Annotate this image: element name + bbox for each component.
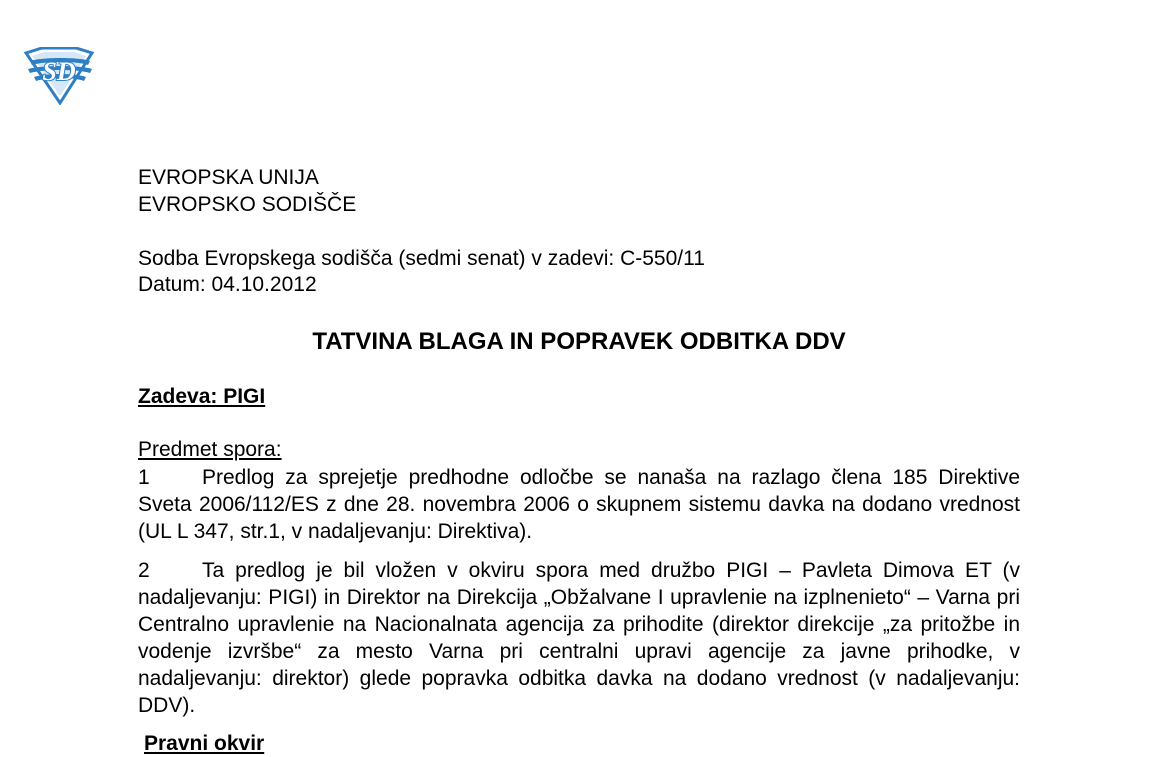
paragraph-1 xyxy=(138,464,1020,545)
header-union: EVROPSKA UNIJA xyxy=(138,166,319,189)
paragraph-number: 2 xyxy=(138,559,150,582)
subject-heading: Predmet spora: xyxy=(138,438,282,461)
paragraph-text: Ta predlog je bil vložen v okviru spora med družbo PIGI – Pavleta Dimova ET (v nadaljevanju: PIGI) in Direktor na Direkcija „Obžalvane I upravlenie na izplnenieto“ – Varna pri Centralno upravlenie na Nacionalnata agencija za prihodite (direktor direkcije „za pritožbe in vodenje izvršbe“ za mesto Varna pri centralni upravi agencije za javne prihodke, v nadaljevanju: direktor) glede popravka odbitka davka na dodano vrednost (v nadaljevanju: DDV). xyxy=(138,559,1020,717)
logo-text: SD xyxy=(42,57,76,86)
case-date: Datum: 04.10.2012 xyxy=(138,273,317,296)
paragraph-2 xyxy=(138,557,1020,719)
legal-framework-heading: Pravni okvir xyxy=(144,732,265,755)
paragraph-number: 1 xyxy=(138,466,150,489)
sd-shield-logo-icon xyxy=(22,47,96,105)
paragraph-text: Predlog za sprejetje predhodne odločbe se nanaša na razlago člena 185 Direktive Sveta 2006/112/ES z dne 28. novembra 2006 o skupnem sistemu davka na dodano vrednost (UL L 347, str.1, v nadaljevanju: Direktiva). xyxy=(138,466,1020,543)
header-court: EVROPSKO SODIŠČE xyxy=(138,193,357,216)
matter-heading: Zadeva: PIGI xyxy=(138,385,266,408)
case-reference: Sodba Evropskega sodišča (sedmi senat) v zadevi: C-550/11 xyxy=(138,247,705,270)
company-logo xyxy=(22,47,96,105)
document-title: TATVINA BLAGA IN POPRAVEK ODBITKA DDV xyxy=(312,328,846,355)
